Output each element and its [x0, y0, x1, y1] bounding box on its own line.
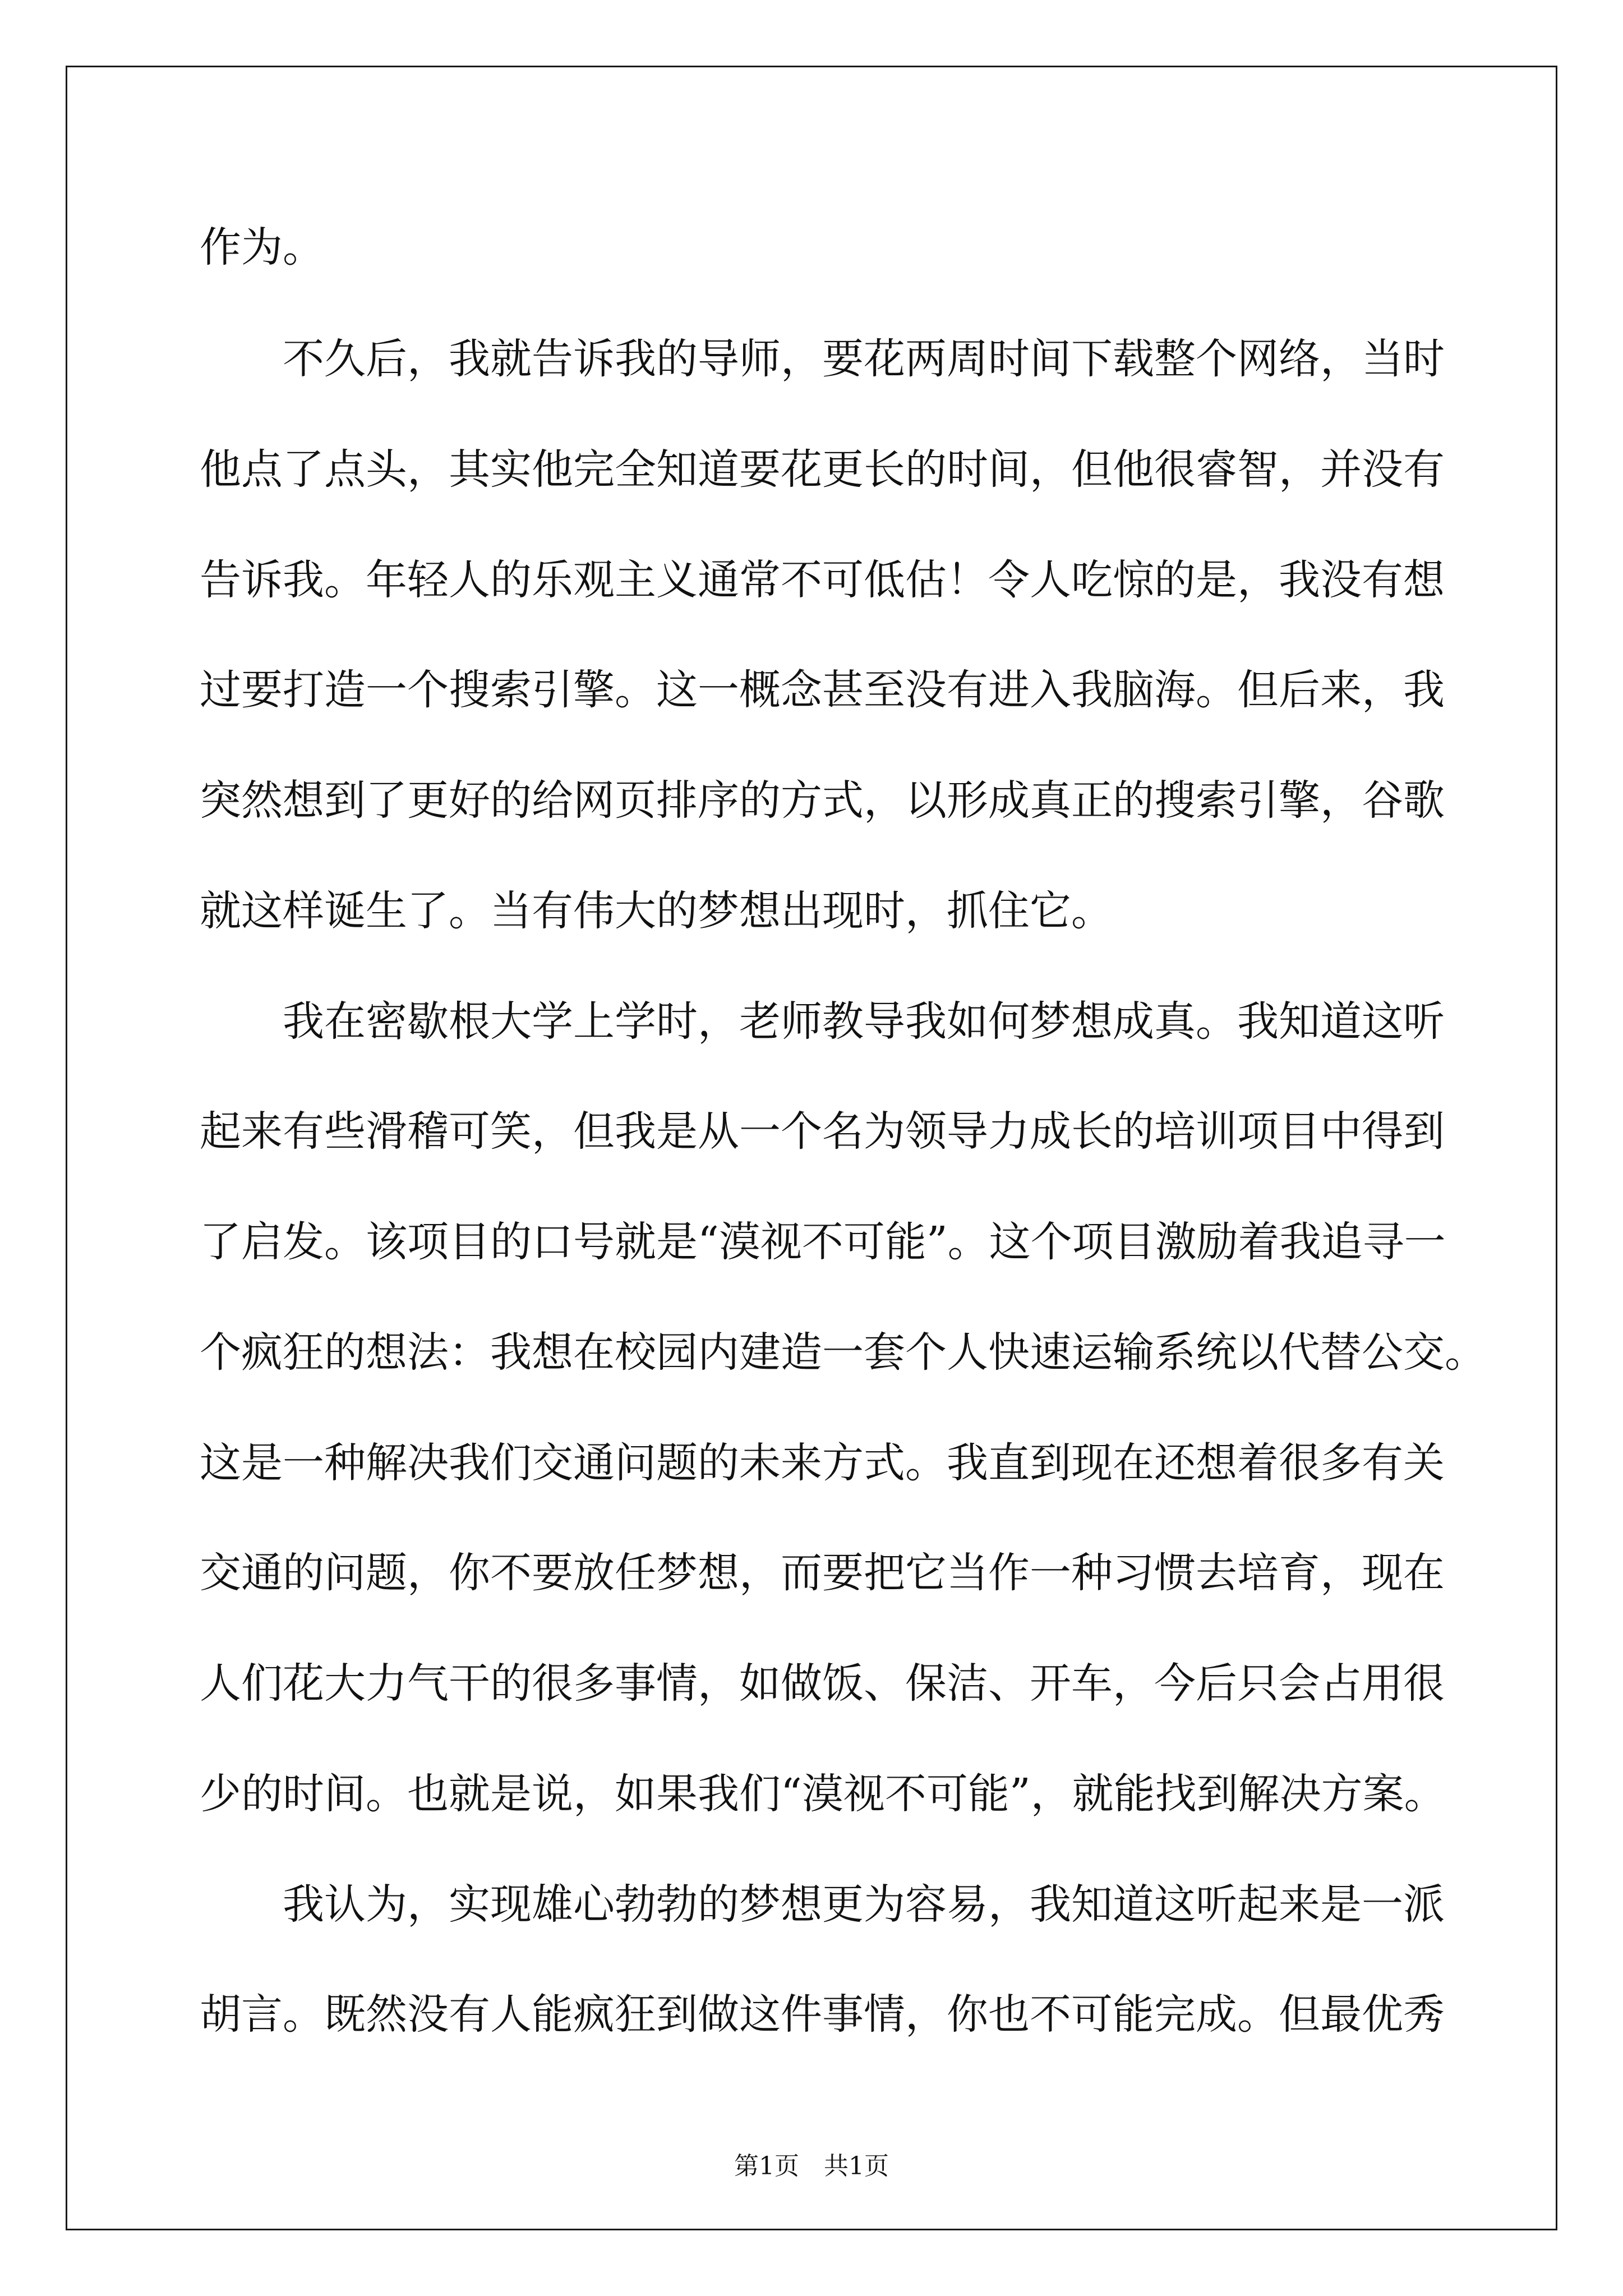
body-line: 作为。	[200, 223, 324, 272]
body-line: 不久后，我就告诉我的导师，要花两周时间下载整个网络，当时	[200, 335, 1445, 383]
body-line: 少的时间。也就是说，如果我们“漠视不可能”，就能找到解决方案。	[200, 1770, 1446, 1818]
body-line: 交通的问题，你不要放任梦想，而要把它当作一种习惯去培育，现在	[200, 1549, 1445, 1597]
body-line: 就这样诞生了。当有伟大的梦想出现时，抓住它。	[200, 887, 1113, 935]
body-line: 过要打造一个搜索引擎。这一概念甚至没有进入我脑海。但后来，我	[200, 666, 1445, 714]
body-line: 胡言。既然没有人能疯狂到做这件事情，你也不可能完成。但最优秀	[200, 1990, 1445, 2039]
body-line: 起来有些滑稽可笑，但我是从一个名为领导力成长的培训项目中得到	[200, 1107, 1445, 1156]
body-line: 突然想到了更好的给网页排序的方式，以形成真正的搜索引擎，谷歌	[200, 776, 1445, 825]
body-line: 这是一种解决我们交通问题的未来方式。我直到现在还想着很多有关	[200, 1439, 1445, 1487]
body-line: 我在密歇根大学上学时，老师教导我如何梦想成真。我知道这听	[200, 997, 1445, 1046]
body-line: 个疯狂的想法：我想在校园内建造一套个人快速运输系统以代替公交。	[200, 1328, 1486, 1377]
page-footer: 第1页 共1页	[734, 2152, 889, 2180]
body-line: 告诉我。年轻人的乐观主义通常不可低估！令人吃惊的是，我没有想	[200, 556, 1445, 604]
body-line: 我认为，实现雄心勃勃的梦想更为容易，我知道这听起来是一派	[200, 1880, 1445, 1929]
body-line: 了启发。该项目的口号就是“漠视不可能”。这个项目激励着我追寻一	[200, 1218, 1446, 1266]
body-line: 人们花大力气干的很多事情，如做饭、保洁、开车，今后只会占用很	[200, 1659, 1445, 1708]
body-line: 他点了点头，其实他完全知道要花更长的时间，但他很睿智，并没有	[200, 445, 1445, 494]
